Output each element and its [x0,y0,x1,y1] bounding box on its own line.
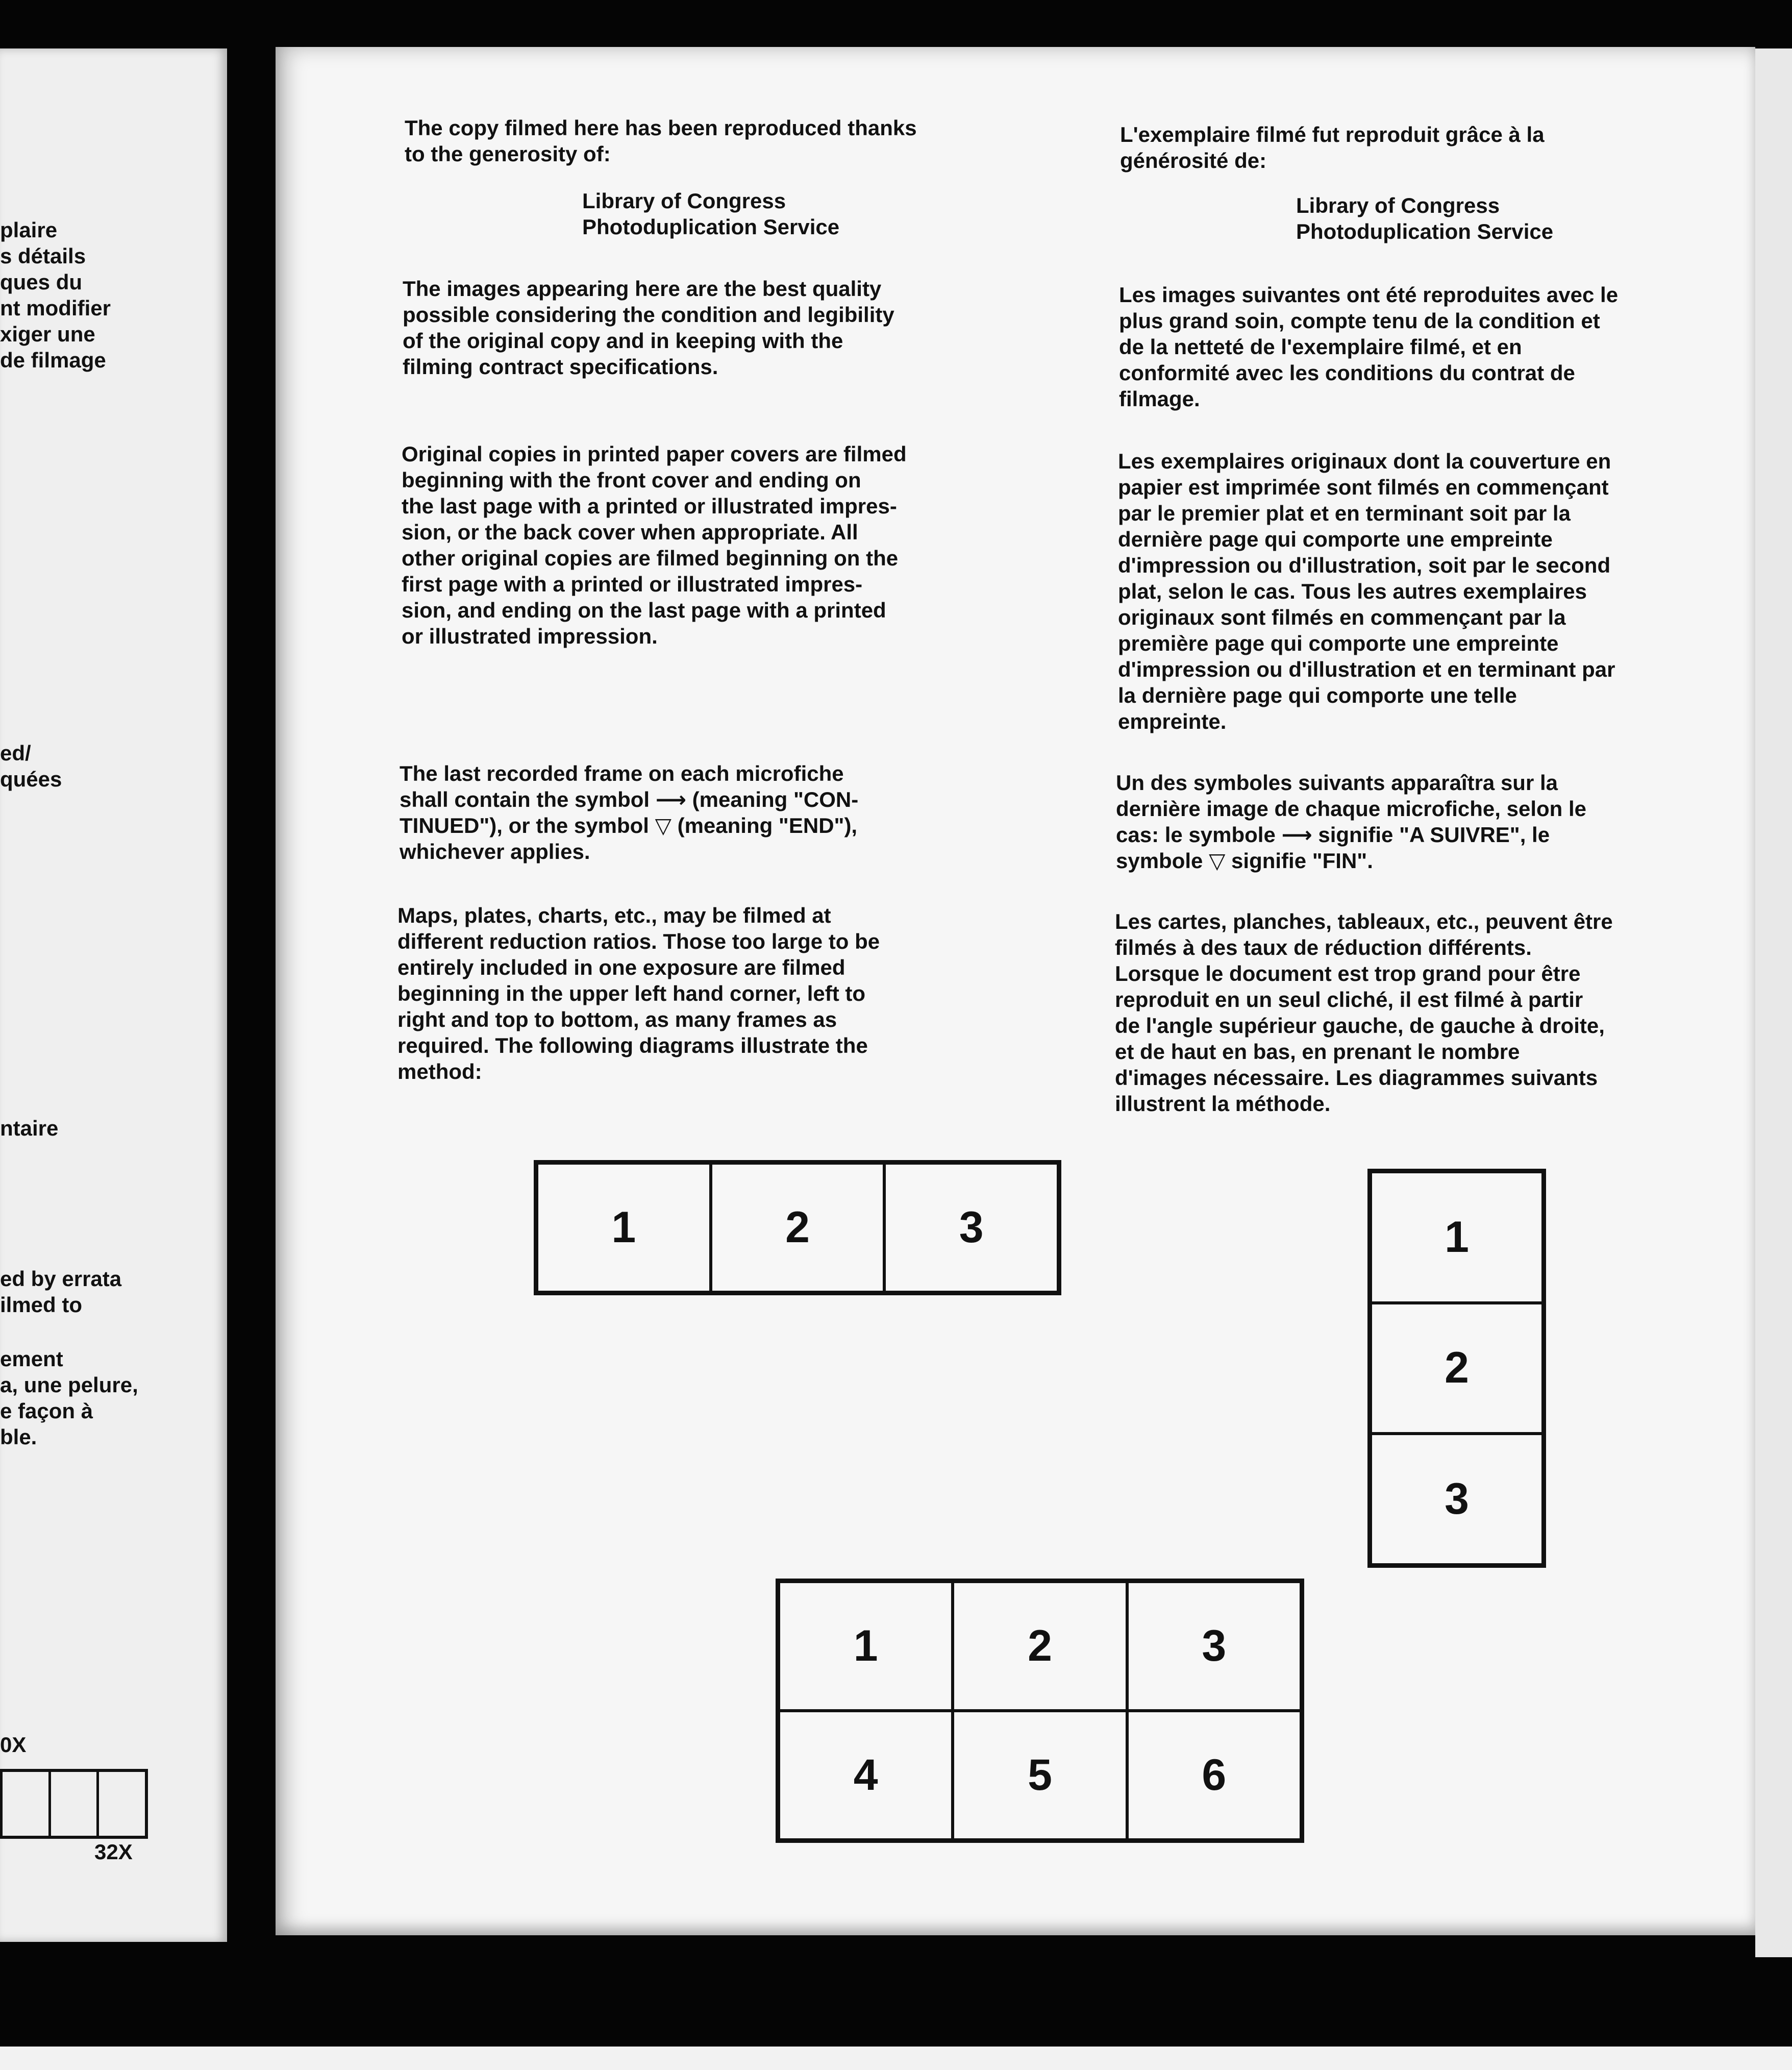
frame-cell: 1 [779,1582,953,1711]
frame-cell: 6 [1127,1711,1301,1840]
frame-cell: 3 [1371,1434,1543,1565]
diagram-vertical-three [1367,1169,1546,1568]
frame-cell: 2 [953,1582,1127,1711]
left-partial-page [0,48,227,1942]
frame-cell: 3 [884,1163,1058,1292]
fr-quality-paragraph: Les images suivantes ont été reproduites avec le plus grand soin, compte tenu de la condition et de la netteté de l'exemplaire filmé, et en conformité avec les conditions du contrat de filmage. [1119,283,1619,411]
bottom-paper-strip [0,2047,1792,2070]
frame-cell: 4 [779,1711,953,1840]
en-symbol-paragraph: The last recorded frame on each microfiche shall contain the symbol ⟶ (meaning "CON- TINUED"), or the symbol ▽ (meaning "END"), whichever applies. [400,761,859,864]
fr-symbol-paragraph: Un des symboles suivants apparaîtra sur la dernière image de chaque microfiche, selon le cas: le symbole ⟶ signifie "A SUIVRE", le symbole ▽ signifie "FIN". [1116,771,1586,873]
en-institution: Library of Congress Photoduplication Service [582,189,840,239]
en-maps-paragraph: Maps, plates, charts, etc., may be filmed at different reduction ratios. Those too large to be entirely included in one exposure are filmed beginning in the upper left hand corner, left to right and top to bottom, as many frames as required. The following diagrams illustrate the method: [397,903,880,1083]
frame-cell: 1 [1371,1172,1543,1303]
reduction-label-bottom: 32X [94,1840,133,1864]
reduction-scale-grid [0,1769,148,1839]
fr-intro: L'exemplaire filmé fut reproduit grâce à la générosité de: [1120,122,1545,172]
fr-maps-paragraph: Les cartes, planches, tableaux, etc., peuvent être filmés à des taux de réduction différents. Lorsque le document est trop grand pour être reproduit en un seul cliché, il est filmé à partir de l'angle supérieur gauche, de gauche à droite, et de haut en bas, en prenant le nombre d'images nécessaire. Les diagrammes suivants illustrent la méthode. [1115,909,1613,1116]
en-intro: The copy filmed here has been reproduced thanks to the generosity of: [405,116,917,166]
fr-institution: Library of Congress Photoduplication Service [1296,193,1554,243]
en-covers-paragraph: Original copies in printed paper covers are filmed beginning with the front cover and ending on the last page with a printed or illustrated impres- sion, or the back cover when appropriate. All other original copies are filmed beginning on the first page with a printed or illustrated impres- sion, and ending on the last page with a printed or illustrated impression. [402,442,907,648]
fr-covers-paragraph: Les exemplaires originaux dont la couverture en papier est imprimée sont filmés en commençant par le premier plat et en terminant soit par la dernière page qui comporte une empreinte d'impression ou d'illustration, soit par le second plat, selon le cas. Tous les autres exemplaires originaux sont filmés en commençant par la première page qui comporte une empreinte d'impression ou d'illustration et en terminant par la dernière page qui comporte une telle empreinte. [1118,449,1615,733]
frame-cell: 5 [953,1711,1127,1840]
diagram-horizontal-three [534,1160,1061,1295]
left-fragment-3: ntaire [0,1116,59,1140]
frame-cell: 1 [537,1163,711,1292]
left-fragment-1: plaire s détails ques du nt modifier xiger une de filmage [0,218,111,372]
frame-cell: 3 [1127,1582,1301,1711]
left-fragment-4: ed by errata ilmed to [0,1267,122,1317]
reduction-label-top: 0X [0,1733,27,1757]
left-fragment-2: ed/ quées [0,741,62,791]
diagram-grid-six [776,1579,1304,1843]
frame-cell: 2 [711,1163,885,1292]
right-page-edge [1755,48,1792,1957]
frame-cell: 2 [1371,1303,1543,1434]
left-fragment-5: ement a, une pelure, e façon à ble. [0,1347,138,1449]
en-quality-paragraph: The images appearing here are the best quality possible considering the condition and legibility of the original copy and in keeping with the filming contract specifications. [403,277,894,379]
